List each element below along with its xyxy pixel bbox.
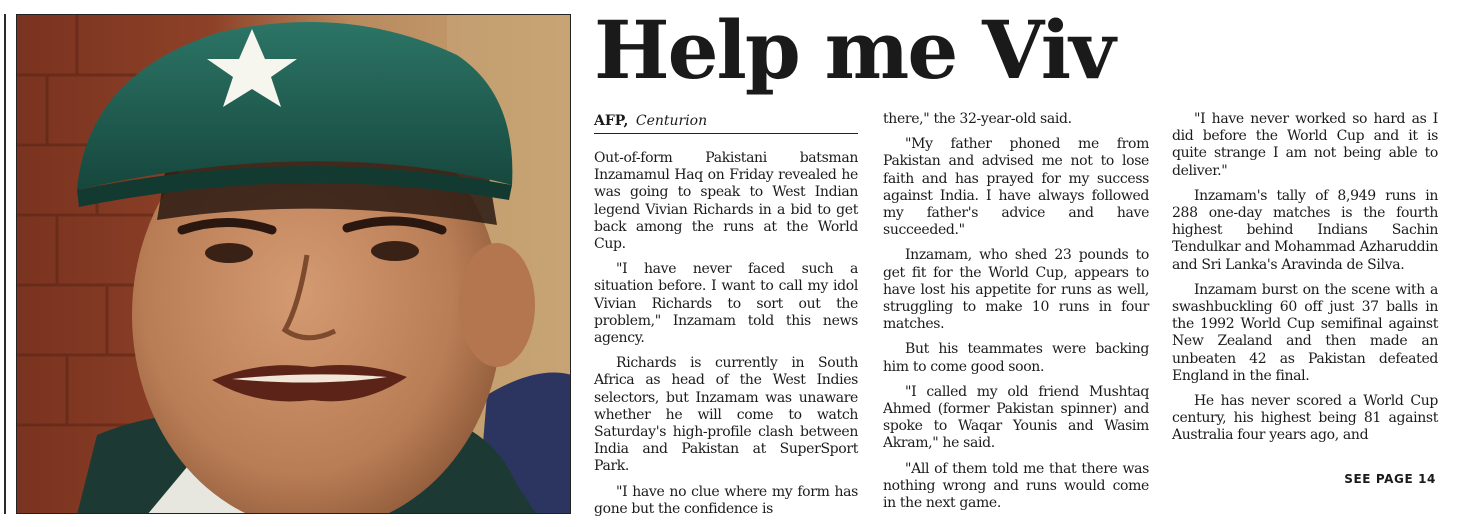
article-paragraph: Out-of-form Pakistani batsman Inzamamul Haq on Friday revealed he was going to speak to West Indian legend Vivian Richards in a bid to get back among the runs at the World Cup. [594, 150, 858, 253]
article-paragraph: "All of them told me that there was nothing wrong and runs would come in the next game. [883, 460, 1149, 512]
article-column-3 [1172, 111, 1438, 453]
article-paragraph: there," the 32-year-old said. [883, 111, 1072, 127]
article-paragraph: "I have never worked so hard as I did before the World Cup and it is quite strange I am not being able to deliver." [1172, 111, 1438, 179]
article-column-1 [594, 150, 858, 526]
article-paragraph: But his teammates were backing him to come good soon. [883, 341, 1149, 375]
player-portrait [17, 15, 571, 514]
article-photo [16, 14, 571, 514]
byline-agency: AFP, [594, 113, 629, 129]
page-edge-rule [4, 14, 6, 514]
article-paragraph: Richards is currently in South Africa as head of the West Indies selectors, but Inzamam was unaware whether he will come to watch Saturday's high-profile clash between India and Pakistan at SuperSport Park. [594, 355, 858, 475]
byline [594, 112, 858, 134]
article-paragraph: "My father phoned me from Pakistan and advised me not to lose faith and has prayed for my success against India. I have always followed my father's advice and have succeeded." [883, 136, 1149, 239]
headline: Help me Viv [594, 3, 1114, 97]
article-paragraph: He has never scored a World Cup century, his highest being 81 against Australia four years ago, and [1172, 393, 1438, 444]
article-paragraph: "I have never faced such a situation before. I want to call my idol Vivian Richards to sort out the problem," Inzamam told this news agency. [594, 261, 858, 347]
continuation-note: SEE PAGE 14 [1344, 472, 1436, 486]
article-paragraph: "I called my old friend Mushtaq Ahmed (former Pakistan spinner) and spoke to Waqar Younis and Wasim Akram," he said. [883, 383, 1149, 452]
article-paragraph: Inzamam, who shed 23 pounds to get fit for the World Cup, appears to have lost his appetite for runs as well, struggling to make 10 runs in four matches. [883, 247, 1149, 333]
article-paragraph: Inzamam's tally of 8,949 runs in 288 one-day matches is the fourth highest behind Indians Sachin Tendulkar and Mohammad Azharuddin and Sri Lanka's Aravinda de Silva. [1172, 187, 1438, 273]
article-paragraph: Inzamam burst on the scene with a swashbuckling 60 off just 37 balls in the 1992 World Cup semifinal against New Zealand and then made an unbeaten 42 as Pakistan defeated England in the final. [1172, 281, 1438, 384]
article-column-2 [883, 111, 1149, 520]
byline-location: Centurion [635, 113, 708, 129]
article-paragraph: "I have no clue where my form has gone but the confidence is [594, 483, 858, 517]
